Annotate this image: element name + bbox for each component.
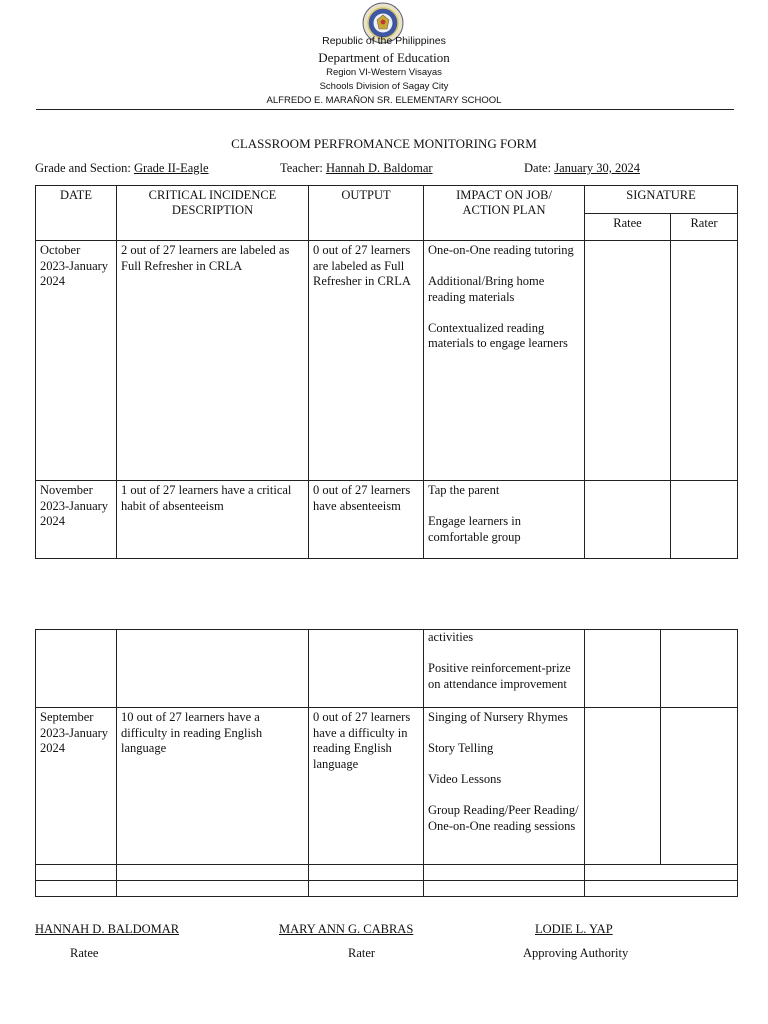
date-label: Date: <box>524 161 552 175</box>
rater-signature-cell <box>671 481 738 559</box>
table-row <box>36 481 738 559</box>
action-item: Contextualized reading materials to engage learners <box>428 320 568 350</box>
header-division: Schools Division of Sagay City <box>319 81 449 92</box>
col-header-signature: SIGNATURE <box>585 186 738 214</box>
header-department: Department of Education <box>318 50 450 65</box>
row-description: 2 out of 27 learners are labeled as Full Refresher in CRLA <box>117 241 309 481</box>
action-item: Positive reinforcement-prize on attendance improvement <box>428 661 571 691</box>
action-item: Engage learners in comfortable group <box>428 514 522 544</box>
col-header-rater: Rater <box>671 214 738 241</box>
action-item: Tap the parent <box>428 483 500 497</box>
header-country: Republic of the Philippines <box>322 35 446 47</box>
grade-section-value: Grade II-Eagle <box>133 161 209 175</box>
row-output: 0 out of 27 learners are labeled as Full Refresher in CRLA <box>309 241 424 481</box>
row-impact <box>424 481 585 559</box>
rater-signature-cell <box>661 708 738 865</box>
row-date: November 2023-January 2024 <box>36 481 117 559</box>
empty-row <box>36 881 738 897</box>
monitoring-table <box>35 185 738 559</box>
ratee-signature-cell <box>585 241 671 481</box>
table-row-continued <box>36 630 738 708</box>
approver-role: Approving Authority <box>523 946 629 960</box>
row-impact <box>424 630 585 708</box>
approver-name: LODIE L. YAP <box>535 922 613 936</box>
grade-section-label: Grade and Section: <box>35 161 131 175</box>
action-item: Singing of Nursery Rhymes <box>428 710 568 724</box>
header-school: ALFREDO E. MARAÑON SR. ELEMENTARY SCHOOL <box>266 95 502 106</box>
col-header-impact: IMPACT ON JOB/ ACTION PLAN <box>424 186 585 241</box>
row-description: 1 out of 27 learners have a critical habit of absenteeism <box>117 481 309 559</box>
row-output: 0 out of 27 learners have absenteeism <box>309 481 424 559</box>
action-item: activities <box>428 630 474 644</box>
col-header-ratee: Ratee <box>585 214 671 241</box>
ratee-signature-cell <box>585 630 661 708</box>
form-title: CLASSROOM PERFROMANCE MONITORING FORM <box>231 136 537 151</box>
ratee-signature-cell <box>585 481 671 559</box>
table-row <box>36 708 738 865</box>
col-header-date: DATE <box>36 186 117 241</box>
grade-section-field <box>35 161 209 176</box>
teacher-field <box>280 161 433 176</box>
header-region: Region VI-Western Visayas <box>326 67 442 78</box>
row-impact <box>424 241 585 481</box>
action-item: Additional/Bring home reading materials <box>428 274 545 304</box>
action-item: Story Telling <box>428 741 494 755</box>
rater-role: Rater <box>348 946 376 960</box>
ratee-name: HANNAH D. BALDOMAR <box>35 922 180 936</box>
col-header-output: OUTPUT <box>309 186 424 241</box>
teacher-label: Teacher: <box>280 161 323 175</box>
row-impact <box>424 708 585 865</box>
action-item: One-on-One reading tutoring <box>428 243 574 257</box>
row-date: October 2023-January 2024 <box>36 241 117 481</box>
rater-name: MARY ANN G. CABRAS <box>279 922 414 936</box>
empty-row <box>36 865 738 881</box>
rater-signature-cell <box>661 630 738 708</box>
row-output: 0 out of 27 learners have a difficulty in reading English language <box>309 708 424 865</box>
date-value: January 30, 2024 <box>554 161 640 175</box>
row-date: September 2023-January 2024 <box>36 708 117 865</box>
action-item: Group Reading/Peer Reading/ One-on-One reading sessions <box>428 803 579 833</box>
rater-signature-cell <box>671 241 738 481</box>
row-description: 10 out of 27 learners have a difficulty in reading English language <box>117 708 309 865</box>
action-item: Video Lessons <box>428 772 502 786</box>
header-divider <box>36 109 734 110</box>
ratee-signature-cell <box>585 708 661 865</box>
teacher-value: Hannah D. Baldomar <box>325 161 433 175</box>
col-header-critical: CRITICAL INCIDENCE DESCRIPTION <box>117 186 309 241</box>
monitoring-table-continued <box>35 629 738 897</box>
date-field <box>524 161 640 176</box>
table-row <box>36 241 738 481</box>
ratee-role: Ratee <box>70 946 99 960</box>
